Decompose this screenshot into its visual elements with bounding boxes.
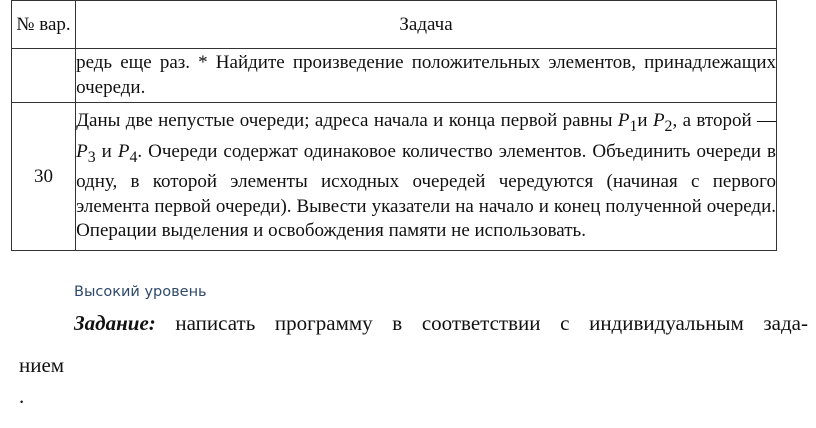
task-text: редь еще раз. * Найдите произведение положительных элементов, принадлежащих очереди. (76, 49, 777, 103)
level-heading: Высокий уровень (74, 284, 207, 300)
header-variant-number: № вар. (12, 1, 76, 49)
task-text: Даны две непустые очереди; адреса начала и конца первой равны $P_1и$ $P_2$, а второй — $P_3$ и $P_4$. Очереди содержат одинаковое количество элементов. Объединить очереди в одну, в которой элементы исходных очередей чередуются (начиная с первого элемента первой очереди). Вывести указатели на начало и конец полученной очереди. Операции выделения и освобождения памяти не использовать. (76, 103, 777, 251)
assignment-label: Задание: (74, 311, 156, 335)
task-table (11, 0, 777, 251)
table-row (12, 103, 777, 251)
table-row (12, 49, 777, 103)
assignment-line (74, 311, 808, 336)
table-header-row (12, 1, 777, 49)
variant-number (12, 49, 76, 103)
variant-number: 30 (12, 103, 76, 251)
trailing-dot: . (19, 384, 25, 408)
assignment-continuation: нием (19, 353, 65, 377)
header-task: Задача (76, 1, 777, 49)
assignment-text: написать программу в соответствии с индивидуальным зада- (155, 311, 808, 335)
